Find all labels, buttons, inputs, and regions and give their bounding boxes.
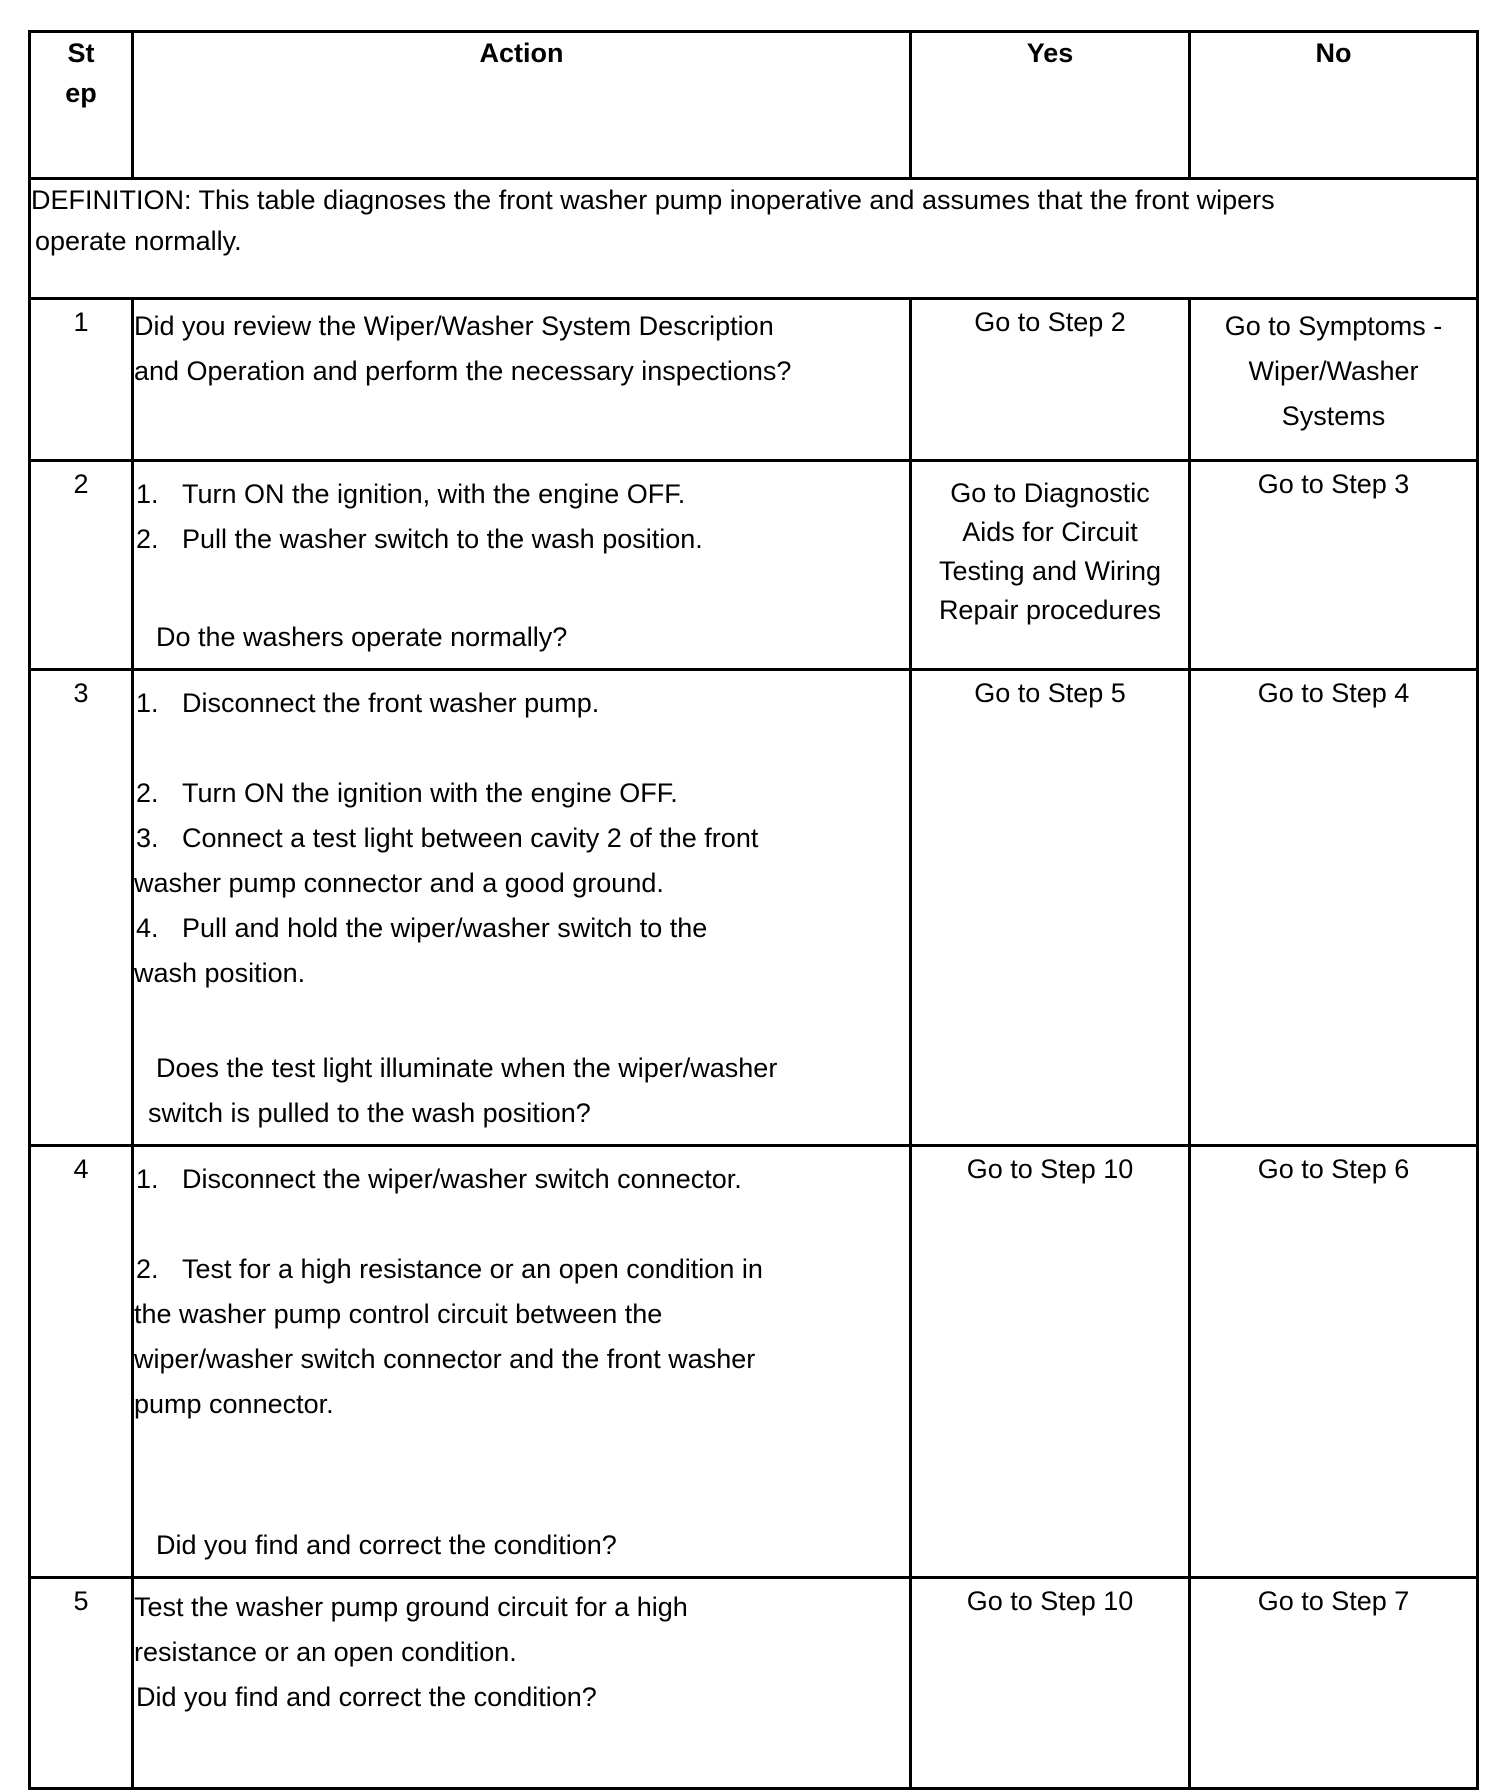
action-cell: Did you review the Wiper/Washer System Description and Operation and perform the necessary inspections? [133, 299, 911, 461]
yes-cell: Go to Step 2 [911, 299, 1190, 461]
action-cell: 1. Turn ON the ignition, with the engine OFF. 2. Pull the washer switch to the wash position. Do the washers operate normally? [133, 461, 911, 670]
action-cell: 1. Disconnect the wiper/washer switch connector. 2. Test for a high resistance or an open condition in the washer pump control circuit between the wiper/washer switch connector and the front washer pump connector. Did you find and correct the condition? [133, 1146, 911, 1578]
no-cell: Go to Symptoms - Wiper/Washer Systems [1190, 299, 1478, 461]
yes-column-header: Yes [911, 32, 1190, 179]
no-cell: Go to Step 7 [1190, 1578, 1478, 1789]
table-row [30, 1146, 1478, 1578]
step-number: 5 [30, 1578, 133, 1789]
step-column-header: St ep [30, 32, 133, 179]
table-row [30, 1578, 1478, 1789]
action-column-header: Action [133, 32, 911, 179]
yes-cell: Go to Step 10 [911, 1578, 1190, 1789]
no-column-header: No [1190, 32, 1478, 179]
step-number: 4 [30, 1146, 133, 1578]
step-number: 2 [30, 461, 133, 670]
yes-cell: Go to Diagnostic Aids for Circuit Testing and Wiring Repair procedures [911, 461, 1190, 670]
action-cell: Test the washer pump ground circuit for a high resistance or an open condition. Did you find and correct the condition? [133, 1578, 911, 1789]
no-cell: Go to Step 4 [1190, 670, 1478, 1146]
no-cell: Go to Step 6 [1190, 1146, 1478, 1578]
yes-cell: Go to Step 5 [911, 670, 1190, 1146]
yes-cell: Go to Step 10 [911, 1146, 1190, 1578]
table-row [30, 670, 1478, 1146]
definition-row [30, 179, 1478, 299]
diagnostic-table [28, 30, 1479, 1790]
table-header-row [30, 32, 1478, 179]
action-cell: 1. Disconnect the front washer pump. 2. Turn ON the ignition with the engine OFF. 3. Connect a test light between cavity 2 of the front washer pump connector and a good ground. 4. Pull and hold the wiper/washer switch to the wash position. Does the test light illuminate when the wiper/washer switch is pulled to the wash position? [133, 670, 911, 1146]
step-number: 3 [30, 670, 133, 1146]
table-row [30, 299, 1478, 461]
step-number: 1 [30, 299, 133, 461]
table-row [30, 461, 1478, 670]
no-cell: Go to Step 3 [1190, 461, 1478, 670]
definition-text: DEFINITION: This table diagnoses the front washer pump inoperative and assumes that the front wipers operate normally. [30, 179, 1478, 299]
